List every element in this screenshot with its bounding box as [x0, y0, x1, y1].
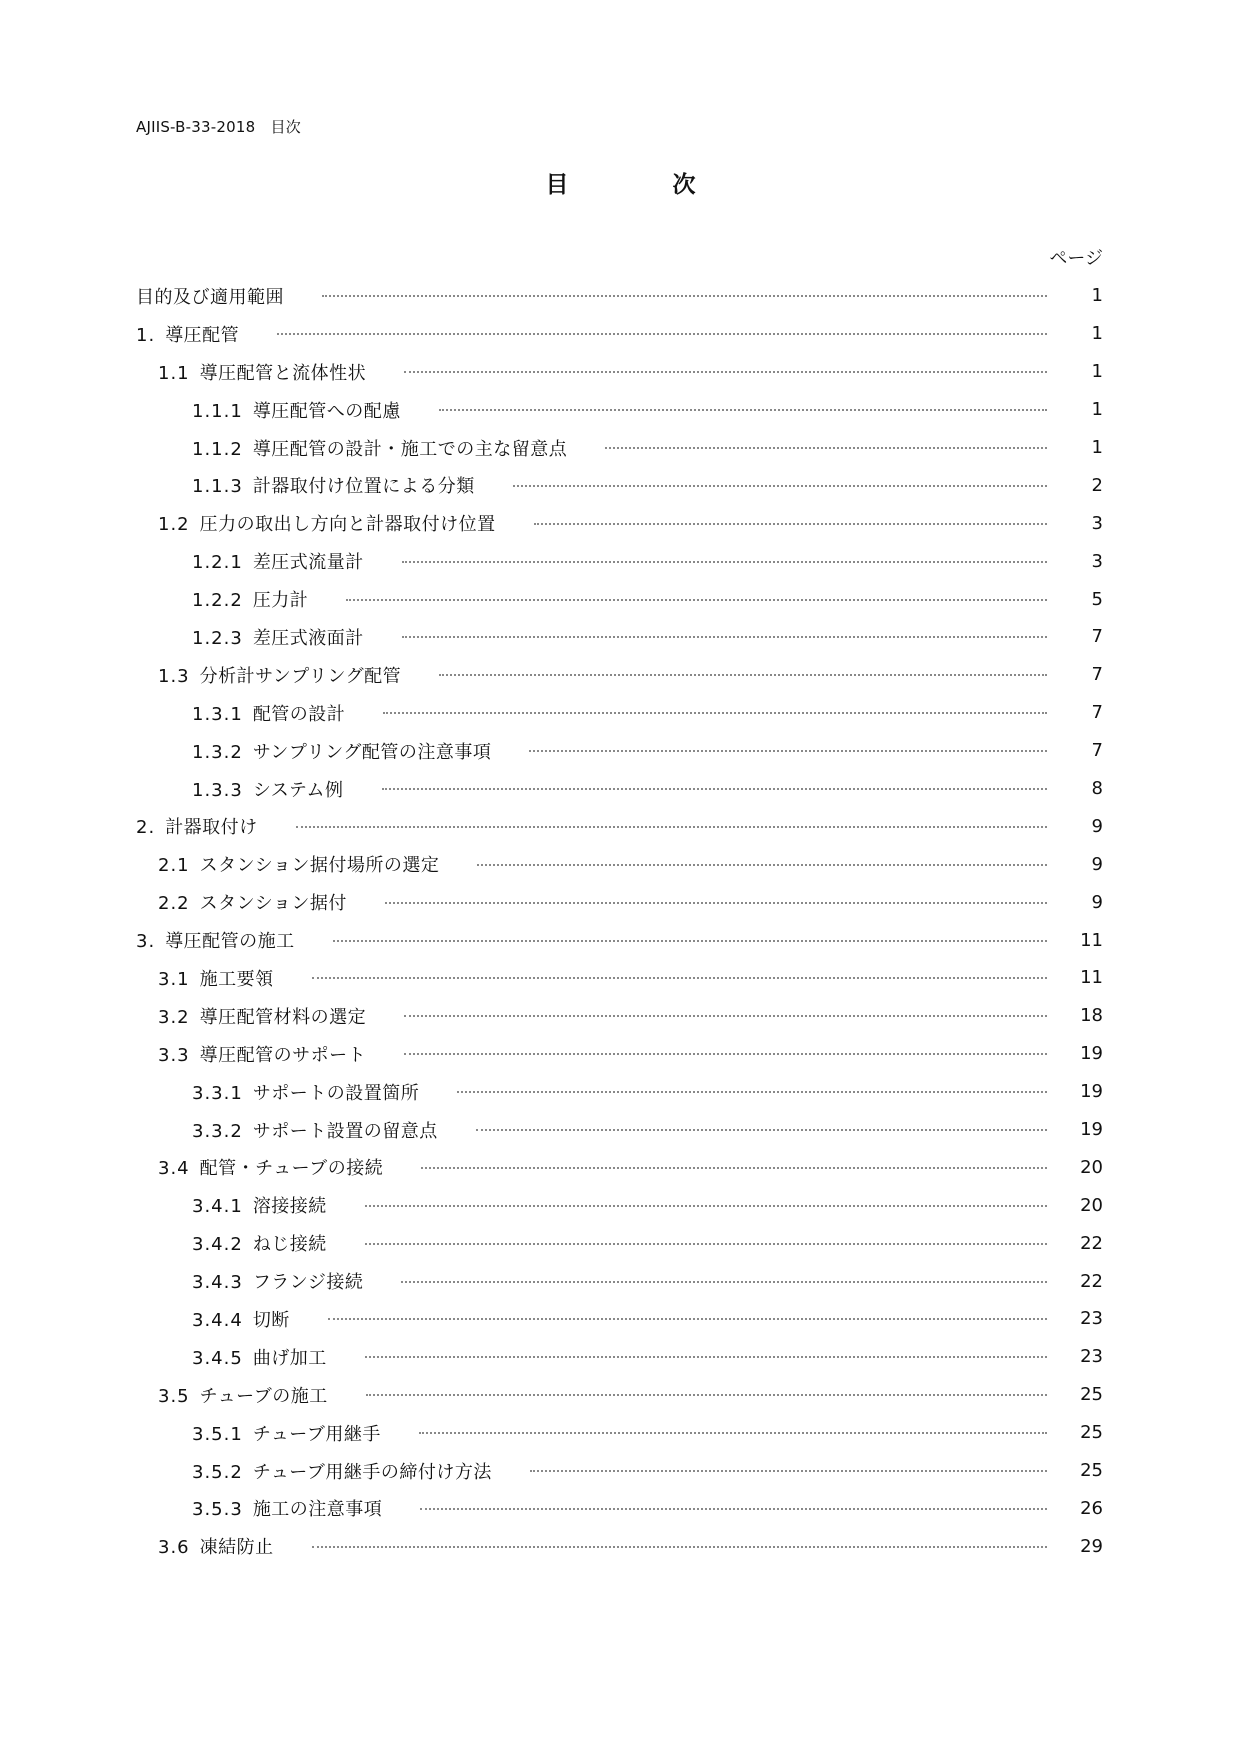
toc-entry-heading: [158, 851, 439, 877]
toc-entry[interactable]: [136, 315, 1103, 353]
toc-entry[interactable]: [136, 807, 1103, 845]
dot-leader: [366, 1393, 1047, 1396]
toc-entry-heading: [158, 1003, 366, 1029]
toc-entry-page-number: 1: [1091, 323, 1103, 345]
toc-entry-title: 導圧配管の設計・施工での主な留意点: [252, 438, 568, 460]
toc-entry-heading: [158, 510, 496, 536]
document-header: AJIIS-B-33-2018 目次: [136, 118, 301, 136]
toc-entry-page-number: 25: [1080, 1460, 1103, 1482]
toc-entry-title: 施工の注意事項: [252, 1499, 383, 1521]
toc-entry-number: 1.3.1: [192, 703, 243, 725]
toc-entry-heading: [192, 738, 491, 764]
dot-leader: [530, 1469, 1047, 1472]
dot-leader: [365, 1204, 1047, 1207]
toc-entry-heading: [192, 472, 475, 498]
toc-entry-title: 導圧配管材料の選定: [199, 1006, 367, 1028]
dot-leader: [328, 1317, 1047, 1320]
toc-entry-number: 3.4.4: [192, 1309, 243, 1331]
toc-entry-number: 1.1.3: [192, 476, 243, 498]
title-char-2: 次: [672, 172, 696, 198]
toc-entry-page-number: 25: [1080, 1422, 1103, 1444]
title-char-1: 目: [545, 172, 569, 198]
toc-entry[interactable]: [136, 1414, 1103, 1452]
toc-entry-title: 差圧式液面計: [252, 627, 364, 649]
toc-entry-number: 3.3.1: [192, 1082, 243, 1104]
dot-leader: [333, 939, 1047, 942]
toc-entry-page-number: 9: [1091, 853, 1103, 875]
toc-entry-page-number: 1: [1091, 285, 1103, 307]
toc-entry[interactable]: [136, 732, 1103, 770]
toc-entry-number: 3.4.1: [192, 1196, 243, 1218]
toc-entry-title: 配管の設計: [252, 703, 346, 725]
toc-entry-page-number: 11: [1080, 929, 1103, 951]
dot-leader: [402, 560, 1047, 563]
toc-entry-heading: [158, 662, 401, 688]
toc-entry-title: 導圧配管への配慮: [252, 400, 401, 422]
toc-entry-title: スタンション据付場所の選定: [199, 855, 440, 877]
toc-entry-number: 1.1.1: [192, 400, 243, 422]
toc-entry-number: 3.5.1: [192, 1423, 243, 1445]
toc-entry[interactable]: [136, 694, 1103, 732]
dot-leader: [457, 1090, 1047, 1093]
toc-entry-page-number: 20: [1080, 1194, 1103, 1216]
toc-entry-page-number: 29: [1080, 1535, 1103, 1557]
dot-leader: [346, 598, 1047, 601]
toc-entry-heading: [158, 1382, 328, 1408]
toc-entry-title: 差圧式流量計: [252, 552, 364, 574]
toc-entry-heading: [158, 1041, 366, 1067]
toc-entry-page-number: 19: [1080, 1081, 1103, 1103]
toc-entry-title: サポートの設置箇所: [252, 1082, 420, 1104]
toc-entry[interactable]: [136, 883, 1103, 921]
toc-entry-title: 曲げ加工: [252, 1347, 327, 1369]
toc-entry-number: 2.1: [158, 855, 190, 877]
toc-entry-number: 1.2.3: [192, 627, 243, 649]
toc-entry[interactable]: [136, 921, 1103, 959]
toc-entry[interactable]: [136, 277, 1103, 315]
toc-entry[interactable]: [136, 1338, 1103, 1376]
dot-leader: [421, 1166, 1047, 1169]
toc-entry-page-number: 8: [1091, 778, 1103, 800]
dot-leader: [419, 1431, 1047, 1434]
toc-entry-heading: [136, 283, 284, 309]
dot-leader: [476, 1128, 1047, 1131]
toc-entry-heading: [192, 1420, 381, 1446]
toc-entry-page-number: 7: [1091, 702, 1103, 724]
toc-entry-number: 1.3: [158, 665, 190, 687]
dot-leader: [312, 1545, 1047, 1548]
toc-entry[interactable]: [136, 1527, 1103, 1565]
toc-entry-page-number: 3: [1091, 512, 1103, 534]
toc-entry-page-number: 2: [1091, 474, 1103, 496]
toc-entry-heading: [192, 1117, 438, 1143]
page-column-label: ページ: [1049, 248, 1103, 269]
toc-entry-title: 凍結防止: [199, 1537, 274, 1559]
toc-entry-number: 1.: [136, 324, 156, 346]
dot-leader: [322, 294, 1047, 297]
toc-entry-heading: [192, 1268, 363, 1294]
dot-leader: [605, 446, 1047, 449]
toc-entry-heading: [192, 1230, 327, 1256]
toc-entry[interactable]: [136, 1148, 1103, 1186]
toc-entry-heading: [158, 1533, 274, 1559]
toc-entry-number: 3.5.2: [192, 1461, 243, 1483]
toc-entry-title: 導圧配管のサポート: [199, 1044, 367, 1066]
toc-entry[interactable]: [136, 1490, 1103, 1528]
toc-entry-heading: [192, 624, 364, 650]
toc-entry-heading: [192, 1192, 327, 1218]
dot-leader: [404, 370, 1047, 373]
toc-entry-number: 3.1: [158, 968, 190, 990]
dot-leader: [365, 1242, 1047, 1245]
toc-entry-number: 1.3.3: [192, 779, 243, 801]
toc-entry-page-number: 23: [1080, 1308, 1103, 1330]
toc-entry-title: 分析計サンプリング配管: [199, 665, 402, 687]
toc-entry-page-number: 25: [1080, 1384, 1103, 1406]
toc-entry[interactable]: [136, 1035, 1103, 1073]
toc-entry-page-number: 19: [1080, 1119, 1103, 1141]
toc-entry-heading: [158, 965, 274, 991]
toc-entry-page-number: 11: [1080, 967, 1103, 989]
page-title: [0, 166, 1241, 199]
toc-entry-number: 3.3: [158, 1044, 190, 1066]
toc-entry[interactable]: [136, 1300, 1103, 1338]
toc-entry-title: 溶接接続: [252, 1196, 327, 1218]
dot-leader: [383, 711, 1047, 714]
toc-entry-heading: [192, 1458, 492, 1484]
toc-entry-heading: [192, 435, 567, 461]
toc-entry-title: 目的及び適用範囲: [136, 286, 284, 308]
toc-entry[interactable]: [136, 542, 1103, 580]
dot-leader: [439, 673, 1047, 676]
toc-entry-page-number: 1: [1091, 437, 1103, 458]
toc-entry-title: 計器取付け位置による分類: [252, 476, 475, 498]
toc-entry-title: 導圧配管: [165, 324, 240, 346]
toc-entry-heading: [136, 321, 239, 347]
toc-entry-page-number: 26: [1080, 1497, 1103, 1519]
table-of-contents: [136, 277, 1103, 1565]
toc-entry-title: システム例: [252, 779, 344, 801]
dot-leader: [420, 1507, 1047, 1510]
dot-leader: [385, 901, 1047, 904]
toc-entry-number: 3.4.3: [192, 1272, 243, 1294]
toc-entry-page-number: 3: [1091, 550, 1103, 572]
toc-entry[interactable]: [136, 1452, 1103, 1490]
dot-leader: [404, 1052, 1047, 1055]
toc-entry[interactable]: [136, 618, 1103, 656]
toc-entry-title: 導圧配管と流体性状: [199, 362, 367, 384]
toc-entry-number: 1.2: [158, 514, 190, 536]
toc-entry-number: 1.3.2: [192, 741, 243, 763]
toc-entry-title: 切断: [252, 1309, 290, 1331]
toc-entry-heading: [192, 586, 308, 612]
toc-entry-number: 1.1: [158, 362, 190, 384]
toc-entry-heading: [192, 1079, 419, 1105]
toc-entry-page-number: 5: [1091, 588, 1103, 610]
dot-leader: [382, 787, 1047, 790]
toc-entry[interactable]: [136, 504, 1103, 542]
dot-leader: [401, 1280, 1047, 1283]
toc-entry-page-number: 20: [1080, 1156, 1103, 1178]
toc-entry-heading: [136, 813, 258, 839]
toc-entry-title: 施工要領: [199, 968, 274, 990]
toc-entry[interactable]: [136, 845, 1103, 883]
dot-leader: [312, 976, 1047, 979]
toc-entry-page-number: 7: [1091, 664, 1103, 686]
toc-entry-page-number: 18: [1080, 1005, 1103, 1027]
toc-entry-page-number: 23: [1080, 1346, 1103, 1368]
toc-entry[interactable]: [136, 1376, 1103, 1414]
toc-entry[interactable]: [136, 1186, 1103, 1224]
toc-entry-page-number: 7: [1091, 626, 1103, 648]
toc-entry-title: ねじ接続: [252, 1234, 327, 1256]
toc-entry-heading: [192, 776, 344, 802]
toc-entry[interactable]: [136, 1262, 1103, 1300]
toc-entry-heading: [192, 548, 364, 574]
toc-entry-number: 1.2.2: [192, 590, 243, 612]
toc-entry-heading: [192, 1495, 382, 1521]
toc-entry-number: 2.: [136, 817, 156, 839]
dot-leader: [477, 863, 1047, 866]
toc-entry-heading: [158, 359, 366, 385]
toc-entry-heading: [192, 1344, 327, 1370]
toc-entry[interactable]: [136, 1111, 1103, 1149]
toc-entry-title: フランジ接続: [252, 1272, 364, 1294]
toc-entry-page-number: 22: [1080, 1270, 1103, 1292]
toc-entry[interactable]: [136, 391, 1103, 429]
toc-entry-title: チューブ用継手の締付け方法: [252, 1461, 492, 1483]
dot-leader: [365, 1355, 1047, 1358]
toc-entry-number: 2.2: [158, 893, 190, 915]
toc-entry[interactable]: [136, 353, 1103, 391]
toc-entry-number: 3.6: [158, 1537, 190, 1559]
toc-entry-page-number: 9: [1091, 891, 1103, 913]
toc-entry-number: 3.4: [158, 1158, 190, 1180]
dot-leader: [439, 408, 1047, 411]
toc-entry-page-number: 19: [1080, 1043, 1103, 1065]
toc-entry-title: 計器取付け: [165, 817, 258, 839]
dot-leader: [513, 484, 1047, 487]
toc-entry[interactable]: [136, 580, 1103, 618]
toc-entry-title: 圧力の取出し方向と計器取付け位置: [199, 514, 496, 536]
toc-entry-heading: [158, 889, 347, 915]
dot-leader: [402, 635, 1047, 638]
toc-entry-number: 3.: [136, 931, 156, 953]
toc-entry-page-number: 7: [1091, 740, 1103, 762]
toc-entry-heading: [192, 397, 401, 423]
dot-leader: [296, 825, 1047, 828]
toc-entry-title: サンプリング配管の注意事項: [252, 741, 492, 763]
toc-entry-number: 3.4.2: [192, 1234, 243, 1256]
toc-entry-title: チューブ用継手: [252, 1423, 381, 1445]
toc-entry-heading: [192, 1306, 290, 1332]
toc-entry-page-number: 9: [1091, 815, 1103, 837]
toc-entry-number: 1.1.2: [192, 438, 243, 460]
toc-entry-heading: [158, 1154, 383, 1180]
dot-leader: [404, 1014, 1047, 1017]
toc-entry[interactable]: [136, 959, 1103, 997]
toc-entry-page-number: 1: [1091, 361, 1103, 383]
toc-entry[interactable]: [136, 770, 1103, 808]
toc-entry-title: スタンション据付: [199, 893, 347, 915]
toc-entry-page-number: 22: [1080, 1232, 1103, 1254]
toc-entry[interactable]: [136, 1224, 1103, 1262]
toc-entry[interactable]: [136, 656, 1103, 694]
toc-entry[interactable]: [136, 997, 1103, 1035]
toc-entry-title: 配管・チューブの接続: [199, 1158, 384, 1180]
dot-leader: [277, 332, 1047, 335]
dot-leader: [534, 522, 1047, 525]
toc-entry-number: 3.2: [158, 1006, 190, 1028]
toc-entry-title: 圧力計: [252, 590, 309, 612]
toc-entry-number: 3.4.5: [192, 1347, 243, 1369]
dot-leader: [529, 749, 1047, 752]
toc-entry-number: 1.2.1: [192, 552, 243, 574]
toc-entry[interactable]: [136, 1073, 1103, 1111]
toc-entry-heading: [136, 927, 295, 953]
toc-entry-number: 3.5: [158, 1385, 190, 1407]
toc-entry[interactable]: [136, 466, 1103, 504]
toc-entry-number: 3.3.2: [192, 1120, 243, 1142]
toc-entry-heading: [192, 700, 345, 726]
toc-entry-title: チューブの施工: [199, 1385, 328, 1407]
toc-entry-number: 3.5.3: [192, 1499, 243, 1521]
toc-entry-title: サポート設置の留意点: [252, 1120, 438, 1142]
toc-entry-title: 導圧配管の施工: [165, 931, 295, 953]
toc-entry-page-number: 1: [1091, 399, 1103, 421]
toc-entry[interactable]: [136, 429, 1103, 467]
